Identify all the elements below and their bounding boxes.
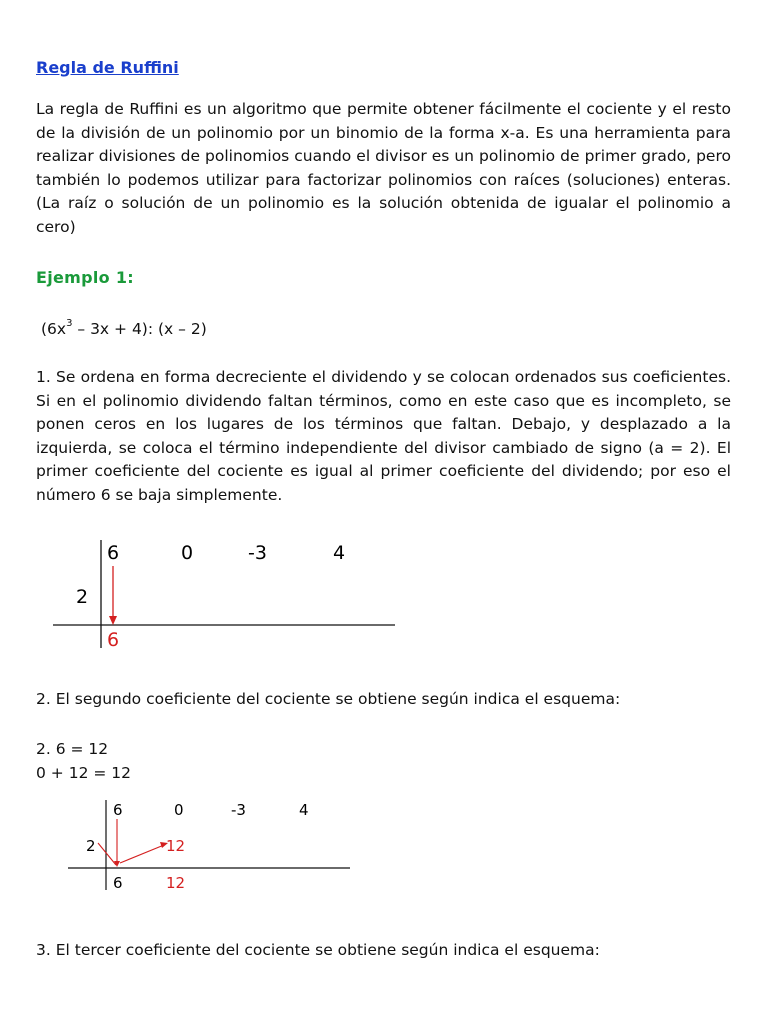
diagram2-result-2: 12: [166, 874, 186, 892]
diagram2-divisor: 2: [86, 837, 96, 855]
ruffini-diagram-1: [0, 530, 420, 660]
step2-paragraph: 2. El segundo coeficiente del cociente se obtiene según indica el esquema:: [36, 690, 621, 708]
diagram2-coef-3: -3: [231, 801, 246, 819]
diagram1-result-1: 6: [107, 629, 120, 651]
diagram2-product-arrow: [120, 845, 164, 863]
diagram1-coef-1: 6: [107, 542, 120, 564]
diagram1-coef-2: 0: [181, 542, 194, 564]
calc-line-2: 0 + 12 = 12: [36, 764, 131, 782]
division-expression: [41, 320, 207, 338]
diagram1-arrowhead: [109, 616, 117, 625]
ruffini-diagram-2: [0, 795, 380, 895]
diagram2-result-1: 6: [113, 874, 123, 892]
intro-paragraph: La regla de Ruffini es un algoritmo que permite obtener fácilmente el cociente y el resto de la división de un polinomio por un binomio de la forma x-a. Es una herramienta para realizar divisiones de polinomios cuando el divisor es un polinomio de primer grado, pero también lo podemos utilizar para factorizar polinomios con raíces (soluciones) enteras. (La raíz o solución de un polinomio es la solución obtenida de igualar el polinomio a cero): [36, 100, 731, 236]
example-heading: Ejemplo 1:: [36, 268, 134, 287]
step3-paragraph: 3. El tercer coeficiente del cociente se obtiene según indica el esquema:: [36, 941, 600, 959]
diagram2-coef-1: 6: [113, 801, 123, 819]
expression-base: (6x: [41, 320, 67, 338]
step1-paragraph: 1. Se ordena en forma decreciente el dividendo y se colocan ordenados sus coeficientes. Si en el polinomio dividendo faltan términos, como en este caso que es incompleto, se ponen ceros en los lugares de los términos que faltan. Debajo, y desplazado a la izquierda, se coloca el término independiente del divisor cambiado de signo (a = 2). El primer coeficiente del cociente es igual al primer coeficiente del dividendo; por eso el número 6 se baja simplemente.: [36, 368, 731, 504]
diagram2-divisor-arrow: [98, 843, 116, 865]
expression-exponent: 3: [66, 318, 73, 329]
diagram2-product: 12: [166, 837, 186, 855]
diagram1-coef-3: -3: [248, 542, 267, 564]
diagram2-coef-2: 0: [174, 801, 184, 819]
diagram1-divisor: 2: [76, 586, 89, 608]
diagram1-coef-4: 4: [333, 542, 346, 564]
page-title[interactable]: Regla de Ruffini: [36, 58, 179, 77]
calc-line-1: 2. 6 = 12: [36, 740, 109, 758]
expression-rest: – 3x + 4): (x – 2): [72, 320, 207, 338]
diagram2-coef-4: 4: [299, 801, 309, 819]
